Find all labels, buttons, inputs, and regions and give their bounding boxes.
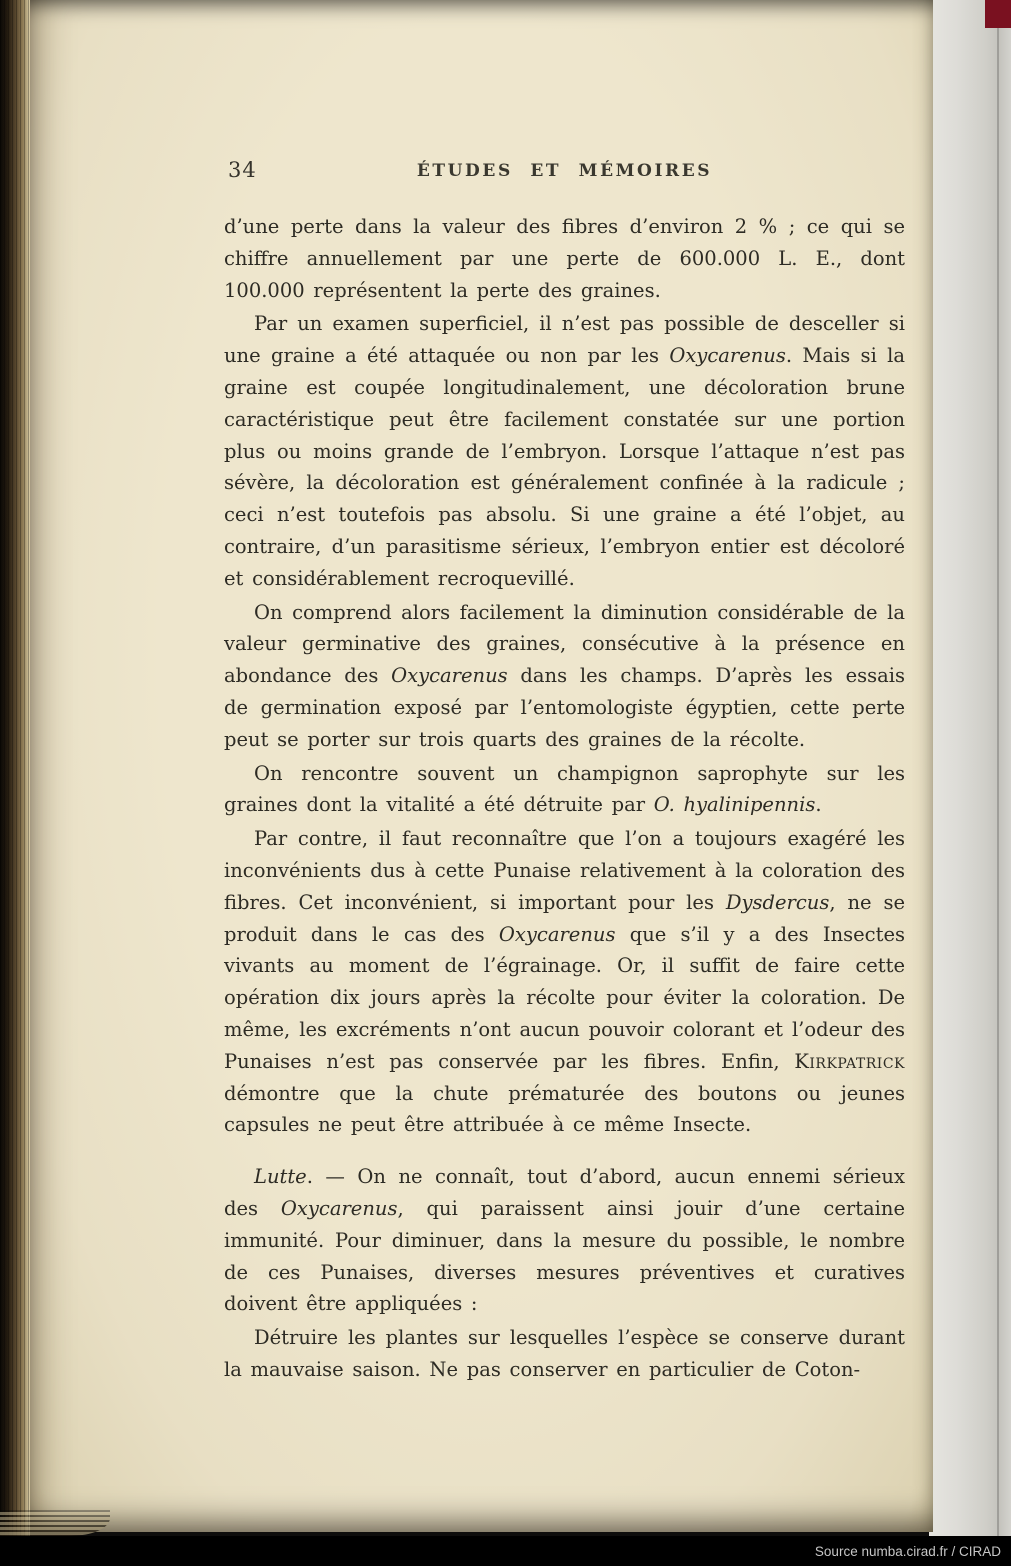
- italic-text: O. hyalinipennis: [653, 793, 816, 817]
- page-stack-bottom: [0, 1510, 110, 1536]
- paragraph: [224, 823, 905, 1141]
- page-edge-line: [997, 0, 999, 1536]
- red-corner-mark: [985, 0, 1011, 28]
- body-text: . — On ne connaît, tout d’abord, aucun ennemi sérieux des: [224, 1165, 905, 1220]
- body-text: On rencontre souvent un champignon saprophyte sur les graines dont la vitalité a été détruite par: [224, 761, 905, 817]
- book-spine-edge: [0, 0, 30, 1536]
- body-text: , qui paraissent ainsi jouir d’une certaine immunité. Pour diminuer, dans la mesure du possible, le nombre de ces Punaises, diverses mesures préventives et curatives doivent être appliquées :: [224, 1196, 905, 1316]
- body-text: Par contre, il faut reconnaître que l’on a toujours exagéré les inconvénients dus à cette Punaise relativement à la coloration des fibres. Cet inconvénient, si important pour les: [224, 827, 905, 914]
- italic-text: Lutte: [254, 1165, 307, 1189]
- book-page: [30, 0, 933, 1532]
- body-text: . Mais si la graine est coupée longitudinalement, une décoloration brune caractéristique peut être facilement constatée sur une portion plus ou moins grande de l’embryon. Lorsque l’attaque n’est pas sévère, la décoloration est généralement confinée à la radicule ; ceci n’est toutefois pas absolu. Si une graine a été l’objet, au contraire, d’un parasitisme sérieux, l’embryon entier est décoloré et considérablement recroquevillé.: [224, 344, 905, 590]
- italic-text: Oxycarenus: [391, 664, 508, 688]
- paragraph: [224, 211, 905, 306]
- page-number: 34: [228, 158, 257, 182]
- source-bar: [0, 1536, 1011, 1566]
- paragraph: [224, 308, 905, 594]
- body-text: Par un examen superficiel, il n’est pas possible de desceller si une graine a été attaquée ou non par les: [224, 312, 905, 368]
- text-block: [224, 211, 905, 1386]
- body-text: On comprend alors facilement la diminution considérable de la valeur germinative des graines, consécutive à la présence en abondance des: [224, 600, 905, 688]
- paragraph: [224, 597, 905, 756]
- italic-text: Oxycarenus: [280, 1196, 398, 1220]
- body-text: d’une perte dans la valeur des fibres d’environ 2 % ; ce qui se chiffre annuellement par une perte de 600.000 L. E., dont 100.000 représentent la perte des graines.: [224, 215, 905, 302]
- italic-text: Dysdercus: [725, 890, 830, 914]
- source-attribution: Source numba.cirad.fr / CIRAD: [814, 1543, 1001, 1559]
- body-text: Détruire les plantes sur lesquelles l’espèce se conserve durant la mauvaise saison. Ne pas conserver en particulier de Coton-: [224, 1326, 905, 1381]
- page-header: [224, 158, 905, 184]
- paragraph: [224, 1161, 905, 1320]
- body-text: dans les champs. D’après les essais de germination exposé par l’entomologiste égyptien, cette perte peut se porter sur trois quarts des graines de la récolte.: [224, 664, 906, 751]
- italic-text: Oxycarenus: [498, 922, 616, 946]
- italic-text: Oxycarenus: [669, 344, 786, 368]
- running-header: ÉTUDES ET MÉMOIRES: [416, 161, 713, 181]
- paragraph: [224, 758, 905, 822]
- body-text: , ne se produit dans le cas des: [224, 890, 905, 946]
- body-text: que s’il y a des Insectes vivants au moment de l’égrainage. Or, il suffit de faire cette opération dix jours après la récolte pour éviter la coloration. De même, les excréments n’ont aucun pouvoir colorant et l’odeur des Punaises n’est pas conservée par les fibres. Enfin,: [224, 922, 905, 1073]
- smallcaps-text: Kirkpatrick: [794, 1049, 905, 1073]
- body-text: démontre que la chute prématurée des boutons ou jeunes capsules ne peut être attribuée à ce même Insecte.: [224, 1081, 905, 1137]
- body-text: .: [815, 793, 822, 817]
- paragraph: [224, 1322, 905, 1386]
